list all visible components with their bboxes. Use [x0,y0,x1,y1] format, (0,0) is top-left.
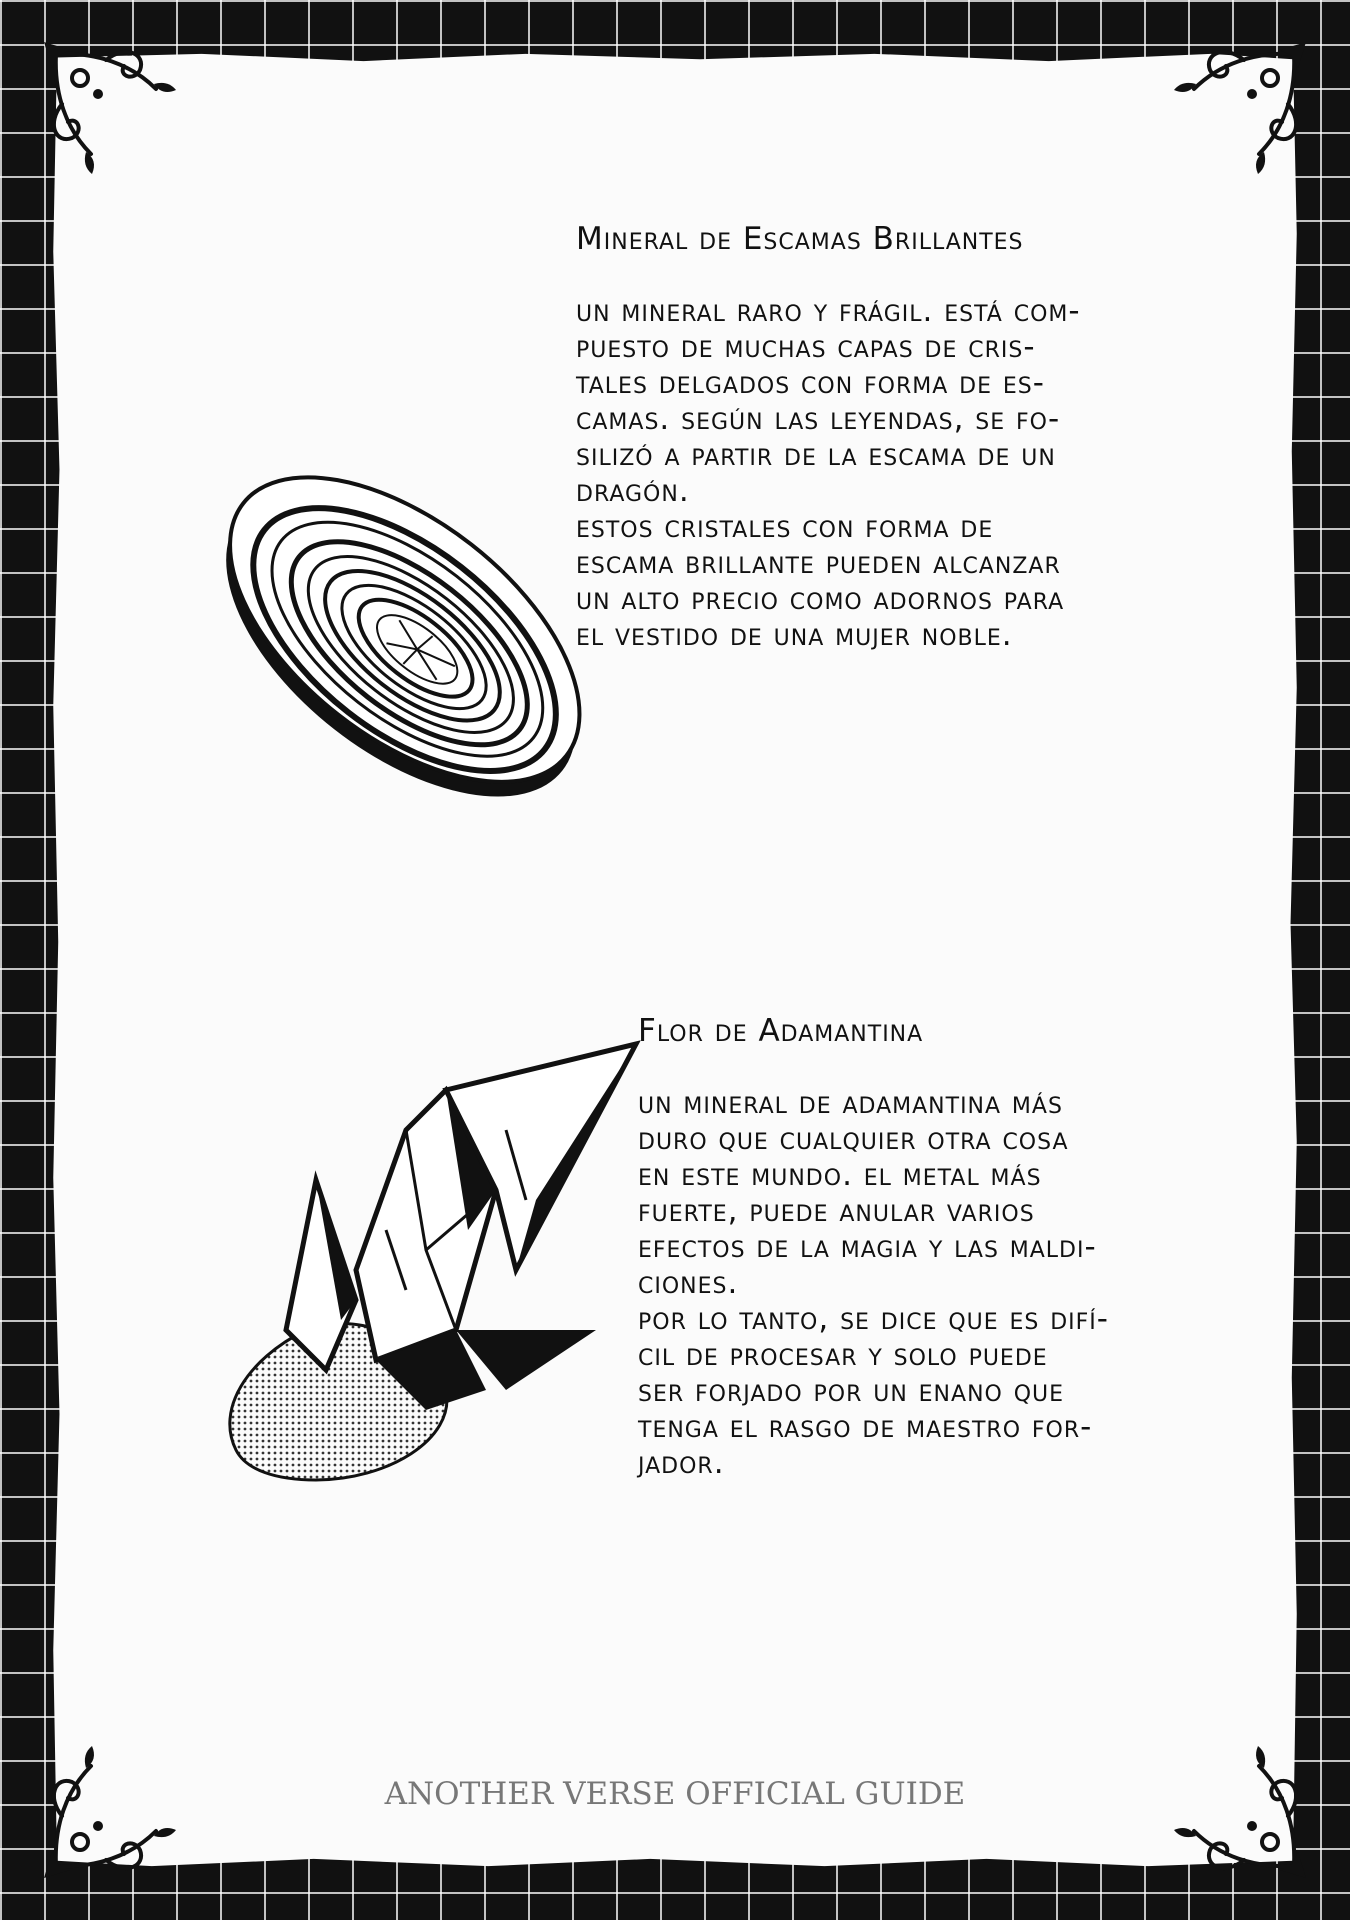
description-line: ciones. [638,1265,739,1301]
description-line: un alto precio como adornos para [576,581,1065,617]
description-line: silizó a partir de la escama de un [576,437,1056,473]
description-line: fuerte, puede anular varios [638,1193,1035,1229]
description-line: el vestido de una mujer noble. [576,617,1013,653]
scale-mineral-icon [186,418,626,838]
description-line: duro que cualquier otra cosa [638,1121,1069,1157]
description-line: tales delgados con forma de es- [576,365,1045,401]
scale-mineral-illustration [186,418,626,838]
adamantine-crystal-illustration [206,1030,656,1500]
description-line: ser forjado por un enano que [638,1373,1065,1409]
description-line: jador. [638,1445,725,1481]
entry-description [638,1085,1258,1481]
entry-description [576,293,1256,653]
corner-ornament-top-left [36,34,186,184]
description-line: escama brillante pueden alcanzar [576,545,1061,581]
description-line: un mineral raro y frágil. está com- [576,293,1081,329]
description-line: puesto de muchas capas de cris- [576,329,1036,365]
flourish-icon [1164,34,1314,184]
mineral-entry [576,221,1256,653]
description-line: dragón. [576,473,690,509]
description-line: efectos de la magia y las maldi- [638,1229,1097,1265]
description-line: por lo tanto, se dice que es difí- [638,1301,1109,1337]
corner-ornament-top-right [1164,34,1314,184]
description-line: tenga el rasgo de maestro for- [638,1409,1093,1445]
description-line: camas. según las leyendas, se fo- [576,401,1061,437]
description-line: en este mundo. el metal más [638,1157,1042,1193]
description-line: un mineral de adamantina más [638,1085,1063,1121]
entry-title: Mineral de Escamas Brillantes [576,221,1024,257]
entry-title: Flor de Adamantina [638,1013,924,1049]
mineral-entry [638,1013,1258,1481]
flourish-icon [36,34,186,184]
description-line: estos cristales con forma de [576,509,994,545]
footer-credit: ANOTHER VERSE OFFICIAL GUIDE [384,1776,966,1812]
description-line: cil de procesar y solo puede [638,1337,1048,1373]
adamantine-crystal-icon [206,1030,656,1500]
